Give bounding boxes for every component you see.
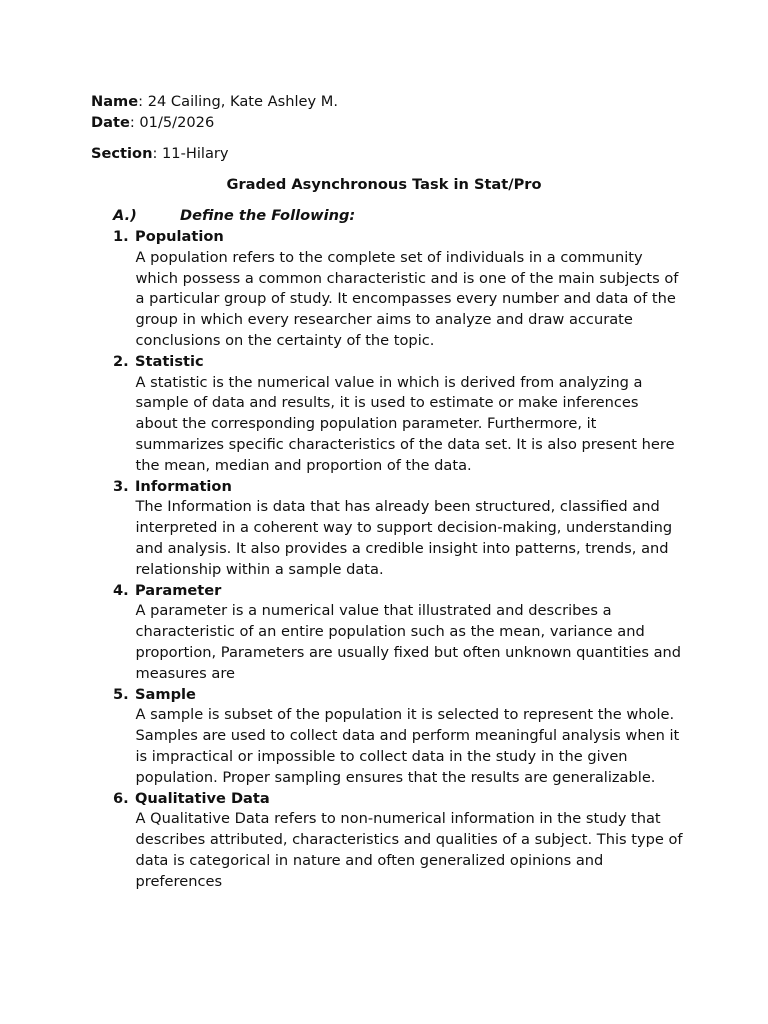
item-term-line	[113, 477, 683, 498]
item-term-line	[113, 352, 683, 373]
list-item	[113, 477, 683, 581]
item-definition: A population refers to the complete set of individuals in a community which possess a common characteristic and is one of the main subjects of a particular group of study. It encompasses every number and data of the group in which every researcher aims to analyze and draw accurate conclusions on the certainty of the topic.	[135, 248, 679, 349]
item-term: Qualitative Data	[135, 789, 270, 807]
item-definition: A Qualitative Data refers to non-numerical information in the study that describes attributed, characteristics and qualities of a subject. This type of data is categorical in nature and often generalized opinions and preferences	[135, 810, 683, 890]
document-title: Graded Asynchronous Task in Stat/Pro	[226, 176, 542, 193]
definition-list	[113, 227, 683, 893]
list-item	[113, 352, 683, 477]
section-line	[91, 144, 229, 165]
name-value: : 24 Cailing, Kate Ashley M.	[138, 93, 338, 110]
item-number: 5.	[113, 685, 129, 703]
part-letter: A.)	[113, 207, 137, 224]
date-line	[91, 113, 214, 134]
item-term: Sample	[135, 685, 196, 703]
list-item	[113, 789, 683, 893]
item-term: Information	[135, 477, 232, 495]
item-definition: A sample is subset of the population it is selected to represent the whole. Samples are used to collect data and perform meaningful analysis when it is impractical or impossible to collect data in the study in the given population. Proper sampling ensures that the results are generalizable.	[135, 706, 680, 786]
section-label: Section	[91, 145, 153, 162]
list-item	[113, 227, 683, 352]
date-label: Date	[91, 114, 130, 131]
list-item	[113, 685, 683, 789]
part-heading	[113, 206, 355, 227]
name-label: Name	[91, 93, 139, 110]
item-definition: The Information is data that has already been structured, classified and interpreted in a coherent way to support decision-making, understanding and analysis. It also provides a credible insight into patterns, trends, and relationship within a sample data.	[135, 498, 673, 578]
item-term-line	[113, 227, 683, 248]
item-definition: A statistic is the numerical value in which is derived from analyzing a sample of data and results, it is used to estimate or make inferences about the corresponding population parameter. Furthermore, it summarizes specific characteristics of the data set. It is also present here the mean, median and proportion of the data.	[135, 373, 675, 474]
section-value: : 11-Hilary	[152, 145, 229, 162]
item-number: 4.	[113, 581, 129, 599]
list-item	[113, 581, 683, 685]
item-number: 2.	[113, 352, 129, 370]
item-number: 1.	[113, 228, 129, 245]
item-term: Population	[135, 228, 224, 245]
date-value: : 01/5/2026	[129, 114, 215, 131]
item-term-line	[113, 685, 683, 706]
item-term: Parameter	[135, 581, 222, 599]
item-number: 3.	[113, 477, 129, 495]
name-line	[91, 92, 338, 113]
item-number: 6.	[113, 789, 129, 807]
part-heading-text: Define the Following:	[180, 207, 356, 224]
item-definition: A parameter is a numerical value that illustrated and describes a characteristic of an entire population such as the mean, variance and proportion, Parameters are usually fixed but often unknown quantities and measures are	[135, 602, 682, 682]
item-term: Statistic	[135, 352, 204, 370]
item-term-line	[113, 789, 683, 810]
item-term-line	[113, 581, 683, 602]
